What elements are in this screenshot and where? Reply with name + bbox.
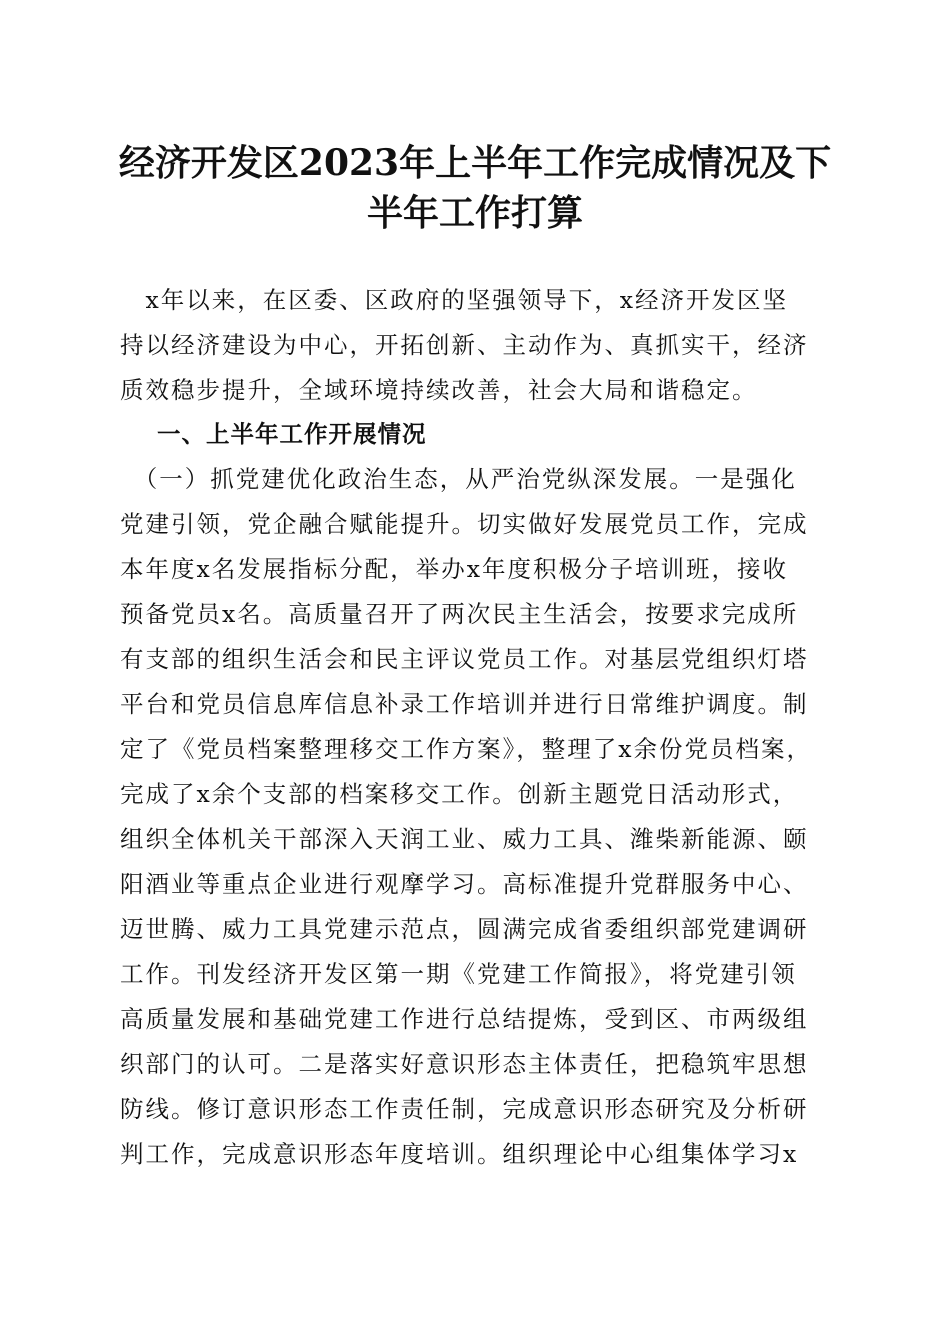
text-line: 预备党员x名。高质量召开了两次民主生活会，按要求完成所 [120, 600, 799, 628]
text-line: 本年度x名发展指标分配，举办x年度积极分子培训班，接收 [120, 555, 789, 583]
text-line: 持以经济建设为中心，开拓创新、主动作为、真抓实干，经济 [120, 331, 809, 359]
title-line-2: 半年工作打算 [366, 192, 583, 234]
section-heading: 一、上半年工作开展情况 [157, 420, 427, 448]
text-line: 有支部的组织生活会和民主评议党员工作。对基层党组织灯塔 [120, 645, 809, 673]
text-line: 迈世腾、威力工具党建示范点，圆满完成省委组织部党建调研 [120, 915, 809, 943]
text-line: 工作。刊发经济开发区第一期《党建工作简报》，将党建引领 [120, 960, 797, 988]
text-line: x年以来，在区委、区政府的坚强领导下，x经济开发区坚 [120, 286, 789, 314]
text-line: 判工作，完成意识形态年度培训。组织理论中心组集体学习x [120, 1140, 799, 1168]
text-line: 完成了x余个支部的档案移交工作。创新主题党日活动形式， [120, 780, 799, 808]
text-line: 织部门的认可。二是落实好意识形态主体责任，把稳筑牢思想 [120, 1050, 809, 1078]
text-line: 组织全体机关干部深入天润工业、威力工具、潍柴新能源、颐 [120, 825, 809, 853]
text-line: 防线。修订意识形态工作责任制，完成意识形态研究及分析研 [120, 1095, 809, 1123]
text-line: 质效稳步提升，全域环境持续改善，社会大局和谐稳定。 [120, 376, 758, 404]
text-line: 平台和党员信息库信息补录工作培训并进行日常维护调度。制 [120, 690, 809, 718]
text-line: 党建引领，党企融合赋能提升。切实做好发展党员工作，完成 [120, 510, 809, 538]
text-line: 高质量发展和基础党建工作进行总结提炼，受到区、市两级组 [120, 1005, 809, 1033]
section-paragraph [120, 457, 832, 1177]
text-line: 定了《党员档案整理移交工作方案》，整理了x余份党员档案， [120, 735, 813, 763]
intro-paragraph [120, 278, 832, 413]
text-line: 阳酒业等重点企业进行观摩学习。高标准提升党群服务中心、 [120, 870, 809, 898]
title-line-1: 经济开发区2023年上半年工作完成情况及下 [118, 142, 832, 184]
document-title [100, 138, 850, 238]
text-line: （一）抓党建优化政治生态，从严治党纵深发展。一是强化 [120, 465, 797, 493]
